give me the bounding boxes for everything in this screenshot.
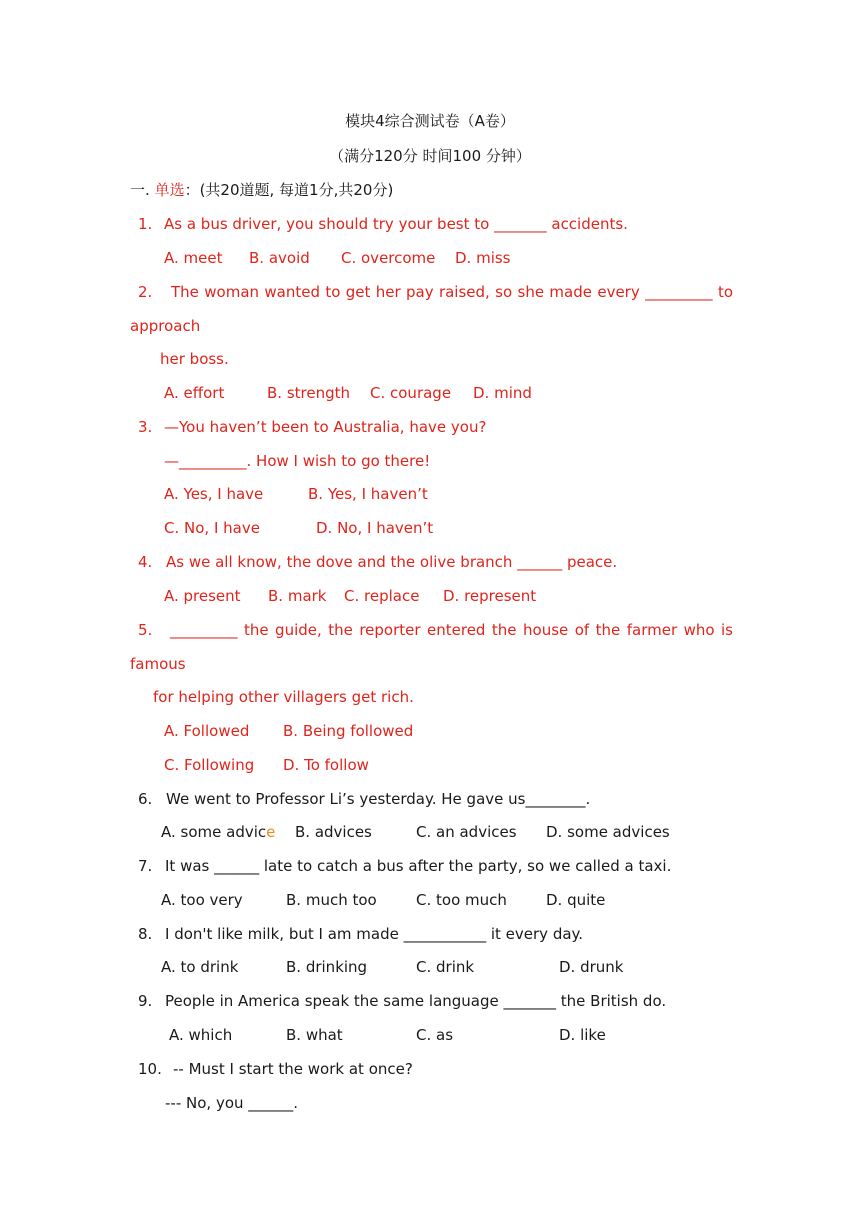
option-b: B. advices xyxy=(295,823,372,841)
section-rest: ：(共20道题, 每道1分,共20分) xyxy=(184,181,394,199)
option-a: A. effort xyxy=(164,384,225,402)
question-text: We went to Professor Li’s yesterday. He gave us________. xyxy=(166,790,591,808)
option-a: A. which xyxy=(169,1026,233,1044)
option-b: B. much too xyxy=(286,891,377,909)
question-text: It was ______ late to catch a bus after the party, so we called a taxi. xyxy=(165,857,672,875)
option-b: B. mark xyxy=(268,587,327,605)
question-text: -- Must I start the work at once? xyxy=(173,1060,413,1078)
option-d: D. drunk xyxy=(559,958,624,976)
question-text-cont: —_________. How I wish to go there! xyxy=(164,452,431,470)
option-c: C. drink xyxy=(416,958,475,976)
option-b: B. what xyxy=(286,1026,343,1044)
question-number: 2. xyxy=(138,283,153,301)
option-a: A. to drink xyxy=(161,958,239,976)
option-a: A. too very xyxy=(161,891,243,909)
option-c: C. No, I have xyxy=(164,519,260,537)
question-text: I don't like milk, but I am made ___________ it every day. xyxy=(165,925,584,943)
section-label: 单选 xyxy=(154,181,185,199)
question-text: —You haven’t been to Australia, have you? xyxy=(164,418,487,436)
option-d: D. To follow xyxy=(283,756,369,774)
question-text-cont: famous xyxy=(130,655,186,673)
question-text: People in America speak the same language _______ the British do. xyxy=(165,992,667,1010)
option-a-tail: e xyxy=(266,823,276,841)
option-b: B. Yes, I haven’t xyxy=(308,485,428,503)
option-c: C. Following xyxy=(164,756,255,774)
option-d: D. represent xyxy=(443,587,537,605)
question-number: 3. xyxy=(138,418,153,436)
option-a-text: A. some advic xyxy=(161,823,267,841)
question-text-cont: for helping other villagers get rich. xyxy=(153,688,414,706)
option-d: D. quite xyxy=(546,891,606,909)
question-number: 4. xyxy=(138,553,153,571)
question-number: 8. xyxy=(138,925,153,943)
option-a: A. present xyxy=(164,587,241,605)
section-prefix: 一. xyxy=(130,181,150,199)
question-text-cont: approach xyxy=(130,317,201,335)
section-heading xyxy=(130,180,393,200)
question-number: 7. xyxy=(138,857,153,875)
question-number: 6. xyxy=(138,790,153,808)
option-d: D. No, I haven’t xyxy=(316,519,434,537)
option-c: C. an advices xyxy=(416,823,517,841)
option-c: C. courage xyxy=(370,384,452,402)
question-text: The woman wanted to get her pay raised, so she made every _________ to xyxy=(171,283,733,301)
question-text-cont: --- No, you ______. xyxy=(165,1094,299,1112)
page-title: 模块4综合测试卷（A卷） xyxy=(345,112,515,130)
option-d: D. miss xyxy=(455,249,511,267)
option-a: A. Yes, I have xyxy=(164,485,264,503)
question-text: As a bus driver, you should try your best to _______ accidents. xyxy=(164,215,628,233)
question-text-cont: her boss. xyxy=(160,350,229,368)
question-number: 5. xyxy=(138,621,153,639)
option-c: C. overcome xyxy=(341,249,436,267)
question-text: _________ the guide, the reporter entered the house of the farmer who is xyxy=(170,621,733,639)
option-c: C. as xyxy=(416,1026,454,1044)
question-number: 10. xyxy=(138,1060,162,1078)
question-text: As we all know, the dove and the olive branch ______ peace. xyxy=(166,553,618,571)
option-b: B. avoid xyxy=(249,249,310,267)
option-b: B. strength xyxy=(267,384,351,402)
option-d: D. some advices xyxy=(546,823,670,841)
option-c: C. too much xyxy=(416,891,507,909)
question-number: 9. xyxy=(138,992,153,1010)
option-d: D. mind xyxy=(473,384,532,402)
question-number: 1. xyxy=(138,215,153,233)
option-a xyxy=(161,822,275,842)
option-a: A. meet xyxy=(164,249,223,267)
option-d: D. like xyxy=(559,1026,606,1044)
option-b: B. Being followed xyxy=(283,722,414,740)
option-b: B. drinking xyxy=(286,958,368,976)
option-c: C. replace xyxy=(344,587,420,605)
option-a: A. Followed xyxy=(164,722,250,740)
page-subtitle: （满分120分 时间100 分钟） xyxy=(329,147,531,165)
